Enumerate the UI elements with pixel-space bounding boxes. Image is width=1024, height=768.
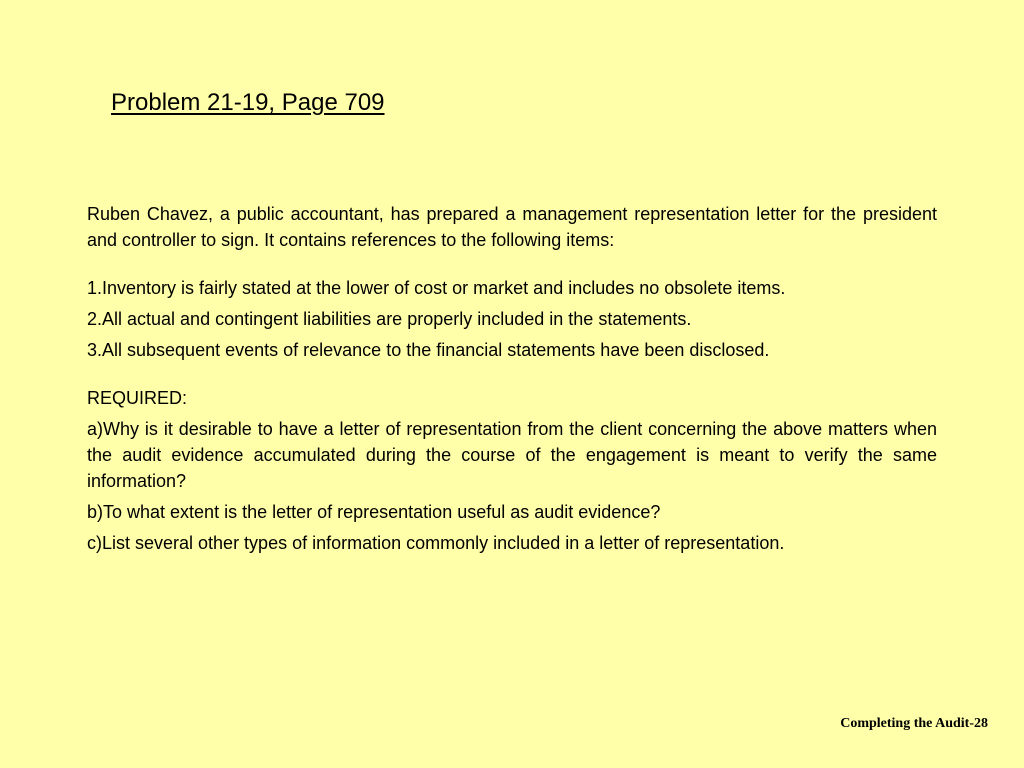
list-item: 3.All subsequent events of relevance to the financial statements have been disclosed. bbox=[87, 340, 770, 360]
intro-paragraph: Ruben Chavez, a public accountant, has prepared a management representation letter for the president and controller to sign. It contains references to the following items: bbox=[87, 204, 937, 250]
list-item: 2.All actual and contingent liabilities are properly included in the statements. bbox=[87, 309, 692, 329]
question-item: c)List several other types of information commonly included in a letter of representation. bbox=[87, 533, 785, 553]
slide-body bbox=[87, 201, 937, 561]
question-item: b)To what extent is the letter of representation useful as audit evidence? bbox=[87, 502, 661, 522]
list-item: 1.Inventory is fairly stated at the lower of cost or market and includes no obsolete items. bbox=[87, 278, 786, 298]
slide-footer: Completing the Audit-28 bbox=[840, 716, 988, 731]
required-label: REQUIRED: bbox=[87, 388, 188, 408]
question-item: a)Why is it desirable to have a letter of representation from the client concerning the above matters when the audit evidence accumulated during the course of the engagement is meant to verify the same information? bbox=[87, 419, 937, 491]
slide-title: Problem 21-19, Page 709 bbox=[111, 89, 385, 116]
